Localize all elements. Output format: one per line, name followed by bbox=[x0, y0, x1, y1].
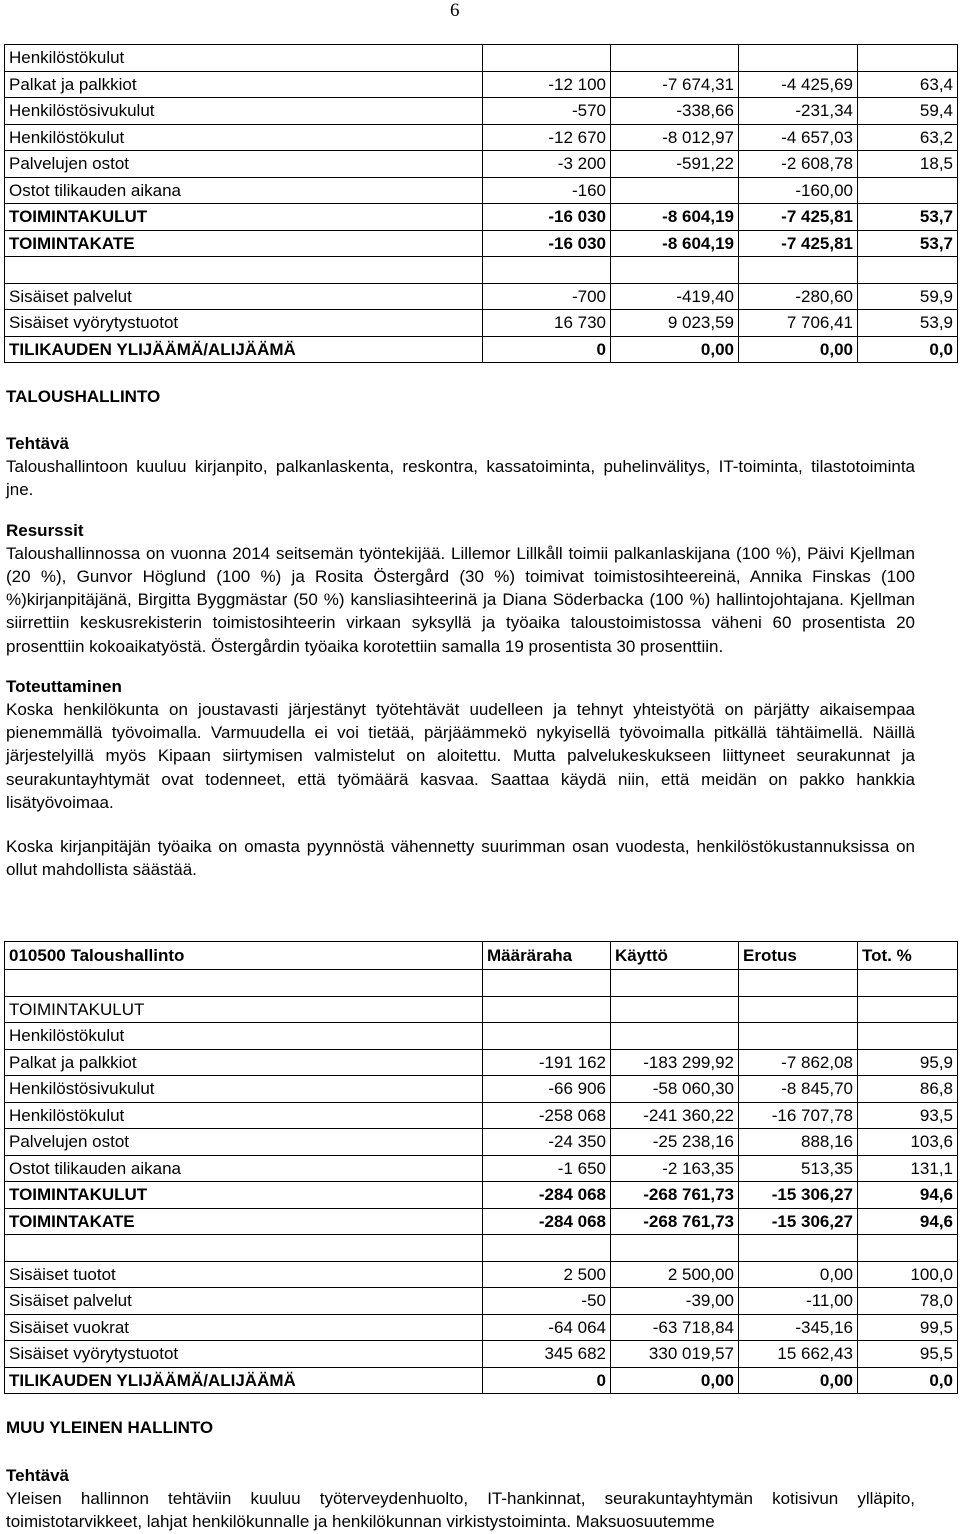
table-row bbox=[5, 1155, 958, 1182]
tehtava-heading: Tehtävä bbox=[6, 434, 69, 453]
table-row bbox=[5, 1288, 958, 1315]
row-value: -8 604,19 bbox=[611, 230, 739, 257]
table-row bbox=[5, 1076, 958, 1103]
row-value: 53,7 bbox=[858, 204, 958, 231]
row-value: -591,22 bbox=[611, 151, 739, 178]
row-value: -12 100 bbox=[483, 71, 611, 98]
row-value: -12 670 bbox=[483, 124, 611, 151]
row-value: 0,00 bbox=[611, 336, 739, 363]
table-row bbox=[5, 151, 958, 178]
row-value: 0 bbox=[483, 336, 611, 363]
row-value bbox=[739, 257, 858, 284]
row-value: 59,9 bbox=[858, 283, 958, 310]
row-value: -183 299,92 bbox=[611, 1049, 739, 1076]
row-value: -58 060,30 bbox=[611, 1076, 739, 1103]
row-value: -4 657,03 bbox=[739, 124, 858, 151]
table-row bbox=[5, 1049, 958, 1076]
row-value: 53,9 bbox=[858, 310, 958, 337]
row-value: 888,16 bbox=[739, 1129, 858, 1156]
row-value: 95,9 bbox=[858, 1049, 958, 1076]
row-label: TOIMINTAKULUT bbox=[5, 204, 483, 231]
table-row bbox=[5, 1023, 958, 1050]
row-label: Ostot tilikauden aikana bbox=[5, 177, 483, 204]
table-row bbox=[5, 1235, 958, 1262]
row-value bbox=[739, 1023, 858, 1050]
table-row bbox=[5, 336, 958, 363]
table-row bbox=[5, 177, 958, 204]
row-value: 345 682 bbox=[483, 1341, 611, 1368]
row-label: TOIMINTAKULUT bbox=[5, 1182, 483, 1209]
row-value: -16 707,78 bbox=[739, 1102, 858, 1129]
table-row bbox=[5, 1208, 958, 1235]
page-number: 6 bbox=[450, 0, 460, 21]
row-value: -1 650 bbox=[483, 1155, 611, 1182]
row-label: Sisäiset palvelut bbox=[5, 1288, 483, 1315]
row-value: -7 425,81 bbox=[739, 204, 858, 231]
row-value: -7 674,31 bbox=[611, 71, 739, 98]
row-value: 330 019,57 bbox=[611, 1341, 739, 1368]
header-cell: Käyttö bbox=[611, 942, 739, 970]
row-value: -268 761,73 bbox=[611, 1208, 739, 1235]
row-value: -16 030 bbox=[483, 204, 611, 231]
table-row bbox=[5, 1102, 958, 1129]
table-row bbox=[5, 1261, 958, 1288]
table-row bbox=[5, 1367, 958, 1394]
row-value: -2 608,78 bbox=[739, 151, 858, 178]
tehtava-text: Taloushallintoon kuuluu kirjanpito, palkanlaskenta, reskontra, kassatoiminta, puhelinvälitys, IT-toiminta, tilastotoiminta jne. bbox=[6, 457, 915, 500]
table-row bbox=[5, 1129, 958, 1156]
row-label: Sisäiset vyörytystuotot bbox=[5, 310, 483, 337]
row-value bbox=[611, 177, 739, 204]
row-label: Palkat ja palkkiot bbox=[5, 1049, 483, 1076]
toteuttaminen-text: Koska henkilökunta on joustavasti järjestänyt työtehtävät uudelleen ja tehnyt yhteistyötä on pärjätty aikaisempaa pienemmällä työvoimalla. Varmuudella ei voi tietää, pärjäämmekö nykyisellä työvoimalla pitkällä tähtäimellä. Näillä järjestelyillä myös Kipaan siirtymisen valmistelut on aloitettu. Mutta palvelukeskukseen liittyneet seurakunnat ja seurakuntayhtymät ovat todenneet, että työmäärä kasvaa. Saattaa käydä niin, että meidän on pakko hankkia lisätyövoimaa. bbox=[6, 700, 915, 812]
row-label: Henkilöstösivukulut bbox=[5, 1076, 483, 1103]
row-value: -268 761,73 bbox=[611, 1182, 739, 1209]
row-label: TOIMINTAKULUT bbox=[5, 996, 483, 1023]
row-value: 18,5 bbox=[858, 151, 958, 178]
row-label: Henkilöstökulut bbox=[5, 45, 483, 72]
row-value: -2 163,35 bbox=[611, 1155, 739, 1182]
row-value: -345,16 bbox=[739, 1314, 858, 1341]
row-value: 86,8 bbox=[858, 1076, 958, 1103]
section-muu-yleinen-hallinto bbox=[6, 1464, 915, 1534]
row-value: 2 500,00 bbox=[611, 1261, 739, 1288]
header-cell: Erotus bbox=[739, 942, 858, 970]
row-value: -570 bbox=[483, 98, 611, 125]
row-value: -258 068 bbox=[483, 1102, 611, 1129]
row-value: -8 604,19 bbox=[611, 204, 739, 231]
row-value: -231,34 bbox=[739, 98, 858, 125]
row-value: 0,00 bbox=[739, 336, 858, 363]
row-value: 9 023,59 bbox=[611, 310, 739, 337]
row-value: 7 706,41 bbox=[739, 310, 858, 337]
table-row bbox=[5, 257, 958, 284]
row-label: TOIMINTAKATE bbox=[5, 1208, 483, 1235]
row-label bbox=[5, 970, 483, 997]
row-value: 63,4 bbox=[858, 71, 958, 98]
row-label: Sisäiset tuotot bbox=[5, 1261, 483, 1288]
row-label: Sisäiset vuokrat bbox=[5, 1314, 483, 1341]
row-label: TOIMINTAKATE bbox=[5, 230, 483, 257]
row-value: 78,0 bbox=[858, 1288, 958, 1315]
row-value bbox=[858, 1235, 958, 1262]
row-label: Henkilöstökulut bbox=[5, 124, 483, 151]
row-value: -191 162 bbox=[483, 1049, 611, 1076]
row-value: -66 906 bbox=[483, 1076, 611, 1103]
row-label: Sisäiset palvelut bbox=[5, 283, 483, 310]
row-value: -63 718,84 bbox=[611, 1314, 739, 1341]
row-label bbox=[5, 1235, 483, 1262]
row-value: 513,35 bbox=[739, 1155, 858, 1182]
row-label bbox=[5, 257, 483, 284]
row-value bbox=[483, 1235, 611, 1262]
row-value bbox=[858, 1023, 958, 1050]
toteuttaminen-heading: Toteuttaminen bbox=[6, 676, 122, 696]
row-value: 0,00 bbox=[739, 1261, 858, 1288]
resurssit-heading: Resurssit bbox=[6, 520, 84, 540]
row-value: -15 306,27 bbox=[739, 1182, 858, 1209]
row-value bbox=[611, 257, 739, 284]
row-value: 103,6 bbox=[858, 1129, 958, 1156]
row-value bbox=[611, 1235, 739, 1262]
table-row bbox=[5, 310, 958, 337]
row-value: 93,5 bbox=[858, 1102, 958, 1129]
row-value: -16 030 bbox=[483, 230, 611, 257]
row-value: 0,0 bbox=[858, 336, 958, 363]
table-row bbox=[5, 970, 958, 997]
row-value bbox=[858, 177, 958, 204]
section-title-taloushallinto: TALOUSHALLINTO bbox=[6, 387, 161, 406]
row-value bbox=[611, 45, 739, 72]
section-title-muu-yleinen-hallinto: MUU YLEINEN HALLINTO bbox=[6, 1418, 214, 1437]
row-value: 95,5 bbox=[858, 1341, 958, 1368]
tehtava-heading-2: Tehtävä bbox=[6, 1466, 69, 1485]
row-value: -160,00 bbox=[739, 177, 858, 204]
row-value bbox=[858, 996, 958, 1023]
row-label: Henkilöstösivukulut bbox=[5, 98, 483, 125]
extra-text: Koska kirjanpitäjän työaika on omasta pyynnöstä vähennetty suurimman osan vuodesta, henkilöstökustannuksissa on ollut mahdollista säästää. bbox=[6, 837, 915, 880]
row-value bbox=[483, 970, 611, 997]
row-value: -25 238,16 bbox=[611, 1129, 739, 1156]
row-value bbox=[739, 1235, 858, 1262]
row-value bbox=[483, 45, 611, 72]
table-row bbox=[5, 996, 958, 1023]
row-value: 63,2 bbox=[858, 124, 958, 151]
resurssit-text: Taloushallinnossa on vuonna 2014 seitsemän työntekijää. Lillemor Lillkåll toimii palkanlaskijana (100 %), Päivi Kjellman (20 %), Gunvor Höglund (100 %) ja Rosita Östergård (30 %) toimivat toimistosihteereinä, Annika Finskas (100 %)kirjanpitäjänä, Birgitta Byggmästar (50 %) kansliasihteerinä ja Diana Söderbacka (100 %) hallintojohtajana. Kjellman siirrettiin keskusrekisterin toimistosihteerin virkaan syksyllä ja työaika taloustoimistossa väheni 60 prosentista 20 prosenttiin kokoaikatyöstä. Östergårdin työaika korotettiin samalla 19 prosentista 30 prosenttiin. bbox=[6, 543, 915, 656]
row-value bbox=[739, 996, 858, 1023]
table-row bbox=[5, 71, 958, 98]
row-value: 100,0 bbox=[858, 1261, 958, 1288]
table-row bbox=[5, 204, 958, 231]
row-value: -419,40 bbox=[611, 283, 739, 310]
budget-table-2 bbox=[4, 941, 958, 1394]
row-value bbox=[858, 257, 958, 284]
row-value: 131,1 bbox=[858, 1155, 958, 1182]
row-value: -700 bbox=[483, 283, 611, 310]
row-label: TILIKAUDEN YLIJÄÄMÄ/ALIJÄÄMÄ bbox=[5, 1367, 483, 1394]
row-value: 0 bbox=[483, 1367, 611, 1394]
row-value: -338,66 bbox=[611, 98, 739, 125]
row-value bbox=[611, 970, 739, 997]
table-row bbox=[5, 124, 958, 151]
row-value bbox=[611, 1023, 739, 1050]
row-value: 59,4 bbox=[858, 98, 958, 125]
row-label: Palkat ja palkkiot bbox=[5, 71, 483, 98]
table-row bbox=[5, 1314, 958, 1341]
row-value: -241 360,22 bbox=[611, 1102, 739, 1129]
row-value: -8 845,70 bbox=[739, 1076, 858, 1103]
row-value: 0,00 bbox=[611, 1367, 739, 1394]
row-value: 16 730 bbox=[483, 310, 611, 337]
header-cell: Tot. % bbox=[858, 942, 958, 970]
row-value: -8 012,97 bbox=[611, 124, 739, 151]
row-value: -284 068 bbox=[483, 1208, 611, 1235]
row-value: -3 200 bbox=[483, 151, 611, 178]
row-value: 15 662,43 bbox=[739, 1341, 858, 1368]
row-value bbox=[483, 996, 611, 1023]
table-row bbox=[5, 230, 958, 257]
row-value: -11,00 bbox=[739, 1288, 858, 1315]
row-value: 53,7 bbox=[858, 230, 958, 257]
table-header-row bbox=[5, 942, 958, 970]
row-label: Palvelujen ostot bbox=[5, 151, 483, 178]
row-label: TILIKAUDEN YLIJÄÄMÄ/ALIJÄÄMÄ bbox=[5, 336, 483, 363]
row-value: -7 425,81 bbox=[739, 230, 858, 257]
row-value bbox=[483, 1023, 611, 1050]
row-value: 0,00 bbox=[739, 1367, 858, 1394]
row-label: Henkilöstökulut bbox=[5, 1102, 483, 1129]
row-label: Sisäiset vyörytystuotot bbox=[5, 1341, 483, 1368]
table-row bbox=[5, 1182, 958, 1209]
section-taloushallinto bbox=[6, 432, 915, 881]
table-row bbox=[5, 283, 958, 310]
row-value: -280,60 bbox=[739, 283, 858, 310]
row-value bbox=[739, 45, 858, 72]
row-value: 94,6 bbox=[858, 1182, 958, 1209]
table-row bbox=[5, 98, 958, 125]
row-value bbox=[858, 970, 958, 997]
row-value bbox=[858, 45, 958, 72]
row-value: -15 306,27 bbox=[739, 1208, 858, 1235]
row-value: -160 bbox=[483, 177, 611, 204]
budget-table-1 bbox=[4, 44, 958, 363]
row-label: Henkilöstökulut bbox=[5, 1023, 483, 1050]
row-value: 99,5 bbox=[858, 1314, 958, 1341]
row-value: -7 862,08 bbox=[739, 1049, 858, 1076]
table-row bbox=[5, 1341, 958, 1368]
row-value: -4 425,69 bbox=[739, 71, 858, 98]
row-value bbox=[483, 257, 611, 284]
row-value: 0,0 bbox=[858, 1367, 958, 1394]
header-cell: Määräraha bbox=[483, 942, 611, 970]
row-value: 2 500 bbox=[483, 1261, 611, 1288]
row-value: 94,6 bbox=[858, 1208, 958, 1235]
row-value: -284 068 bbox=[483, 1182, 611, 1209]
row-value bbox=[739, 970, 858, 997]
table-row bbox=[5, 45, 958, 72]
row-label: Ostot tilikauden aikana bbox=[5, 1155, 483, 1182]
row-value: -39,00 bbox=[611, 1288, 739, 1315]
row-label: Palvelujen ostot bbox=[5, 1129, 483, 1156]
row-value: -50 bbox=[483, 1288, 611, 1315]
tehtava-text-2: Yleisen hallinnon tehtäviin kuuluu työterveydenhuolto, IT-hankinnat, seurakuntayhtymän kotisivun ylläpito, toimistotarvikkeet, lahjat henkilökunnalle ja henkilökunnan virkistystoiminta. Maksuosuutemme bbox=[6, 1489, 915, 1532]
header-cell: 010500 Taloushallinto bbox=[5, 942, 483, 970]
row-value: -64 064 bbox=[483, 1314, 611, 1341]
row-value bbox=[611, 996, 739, 1023]
row-value: -24 350 bbox=[483, 1129, 611, 1156]
